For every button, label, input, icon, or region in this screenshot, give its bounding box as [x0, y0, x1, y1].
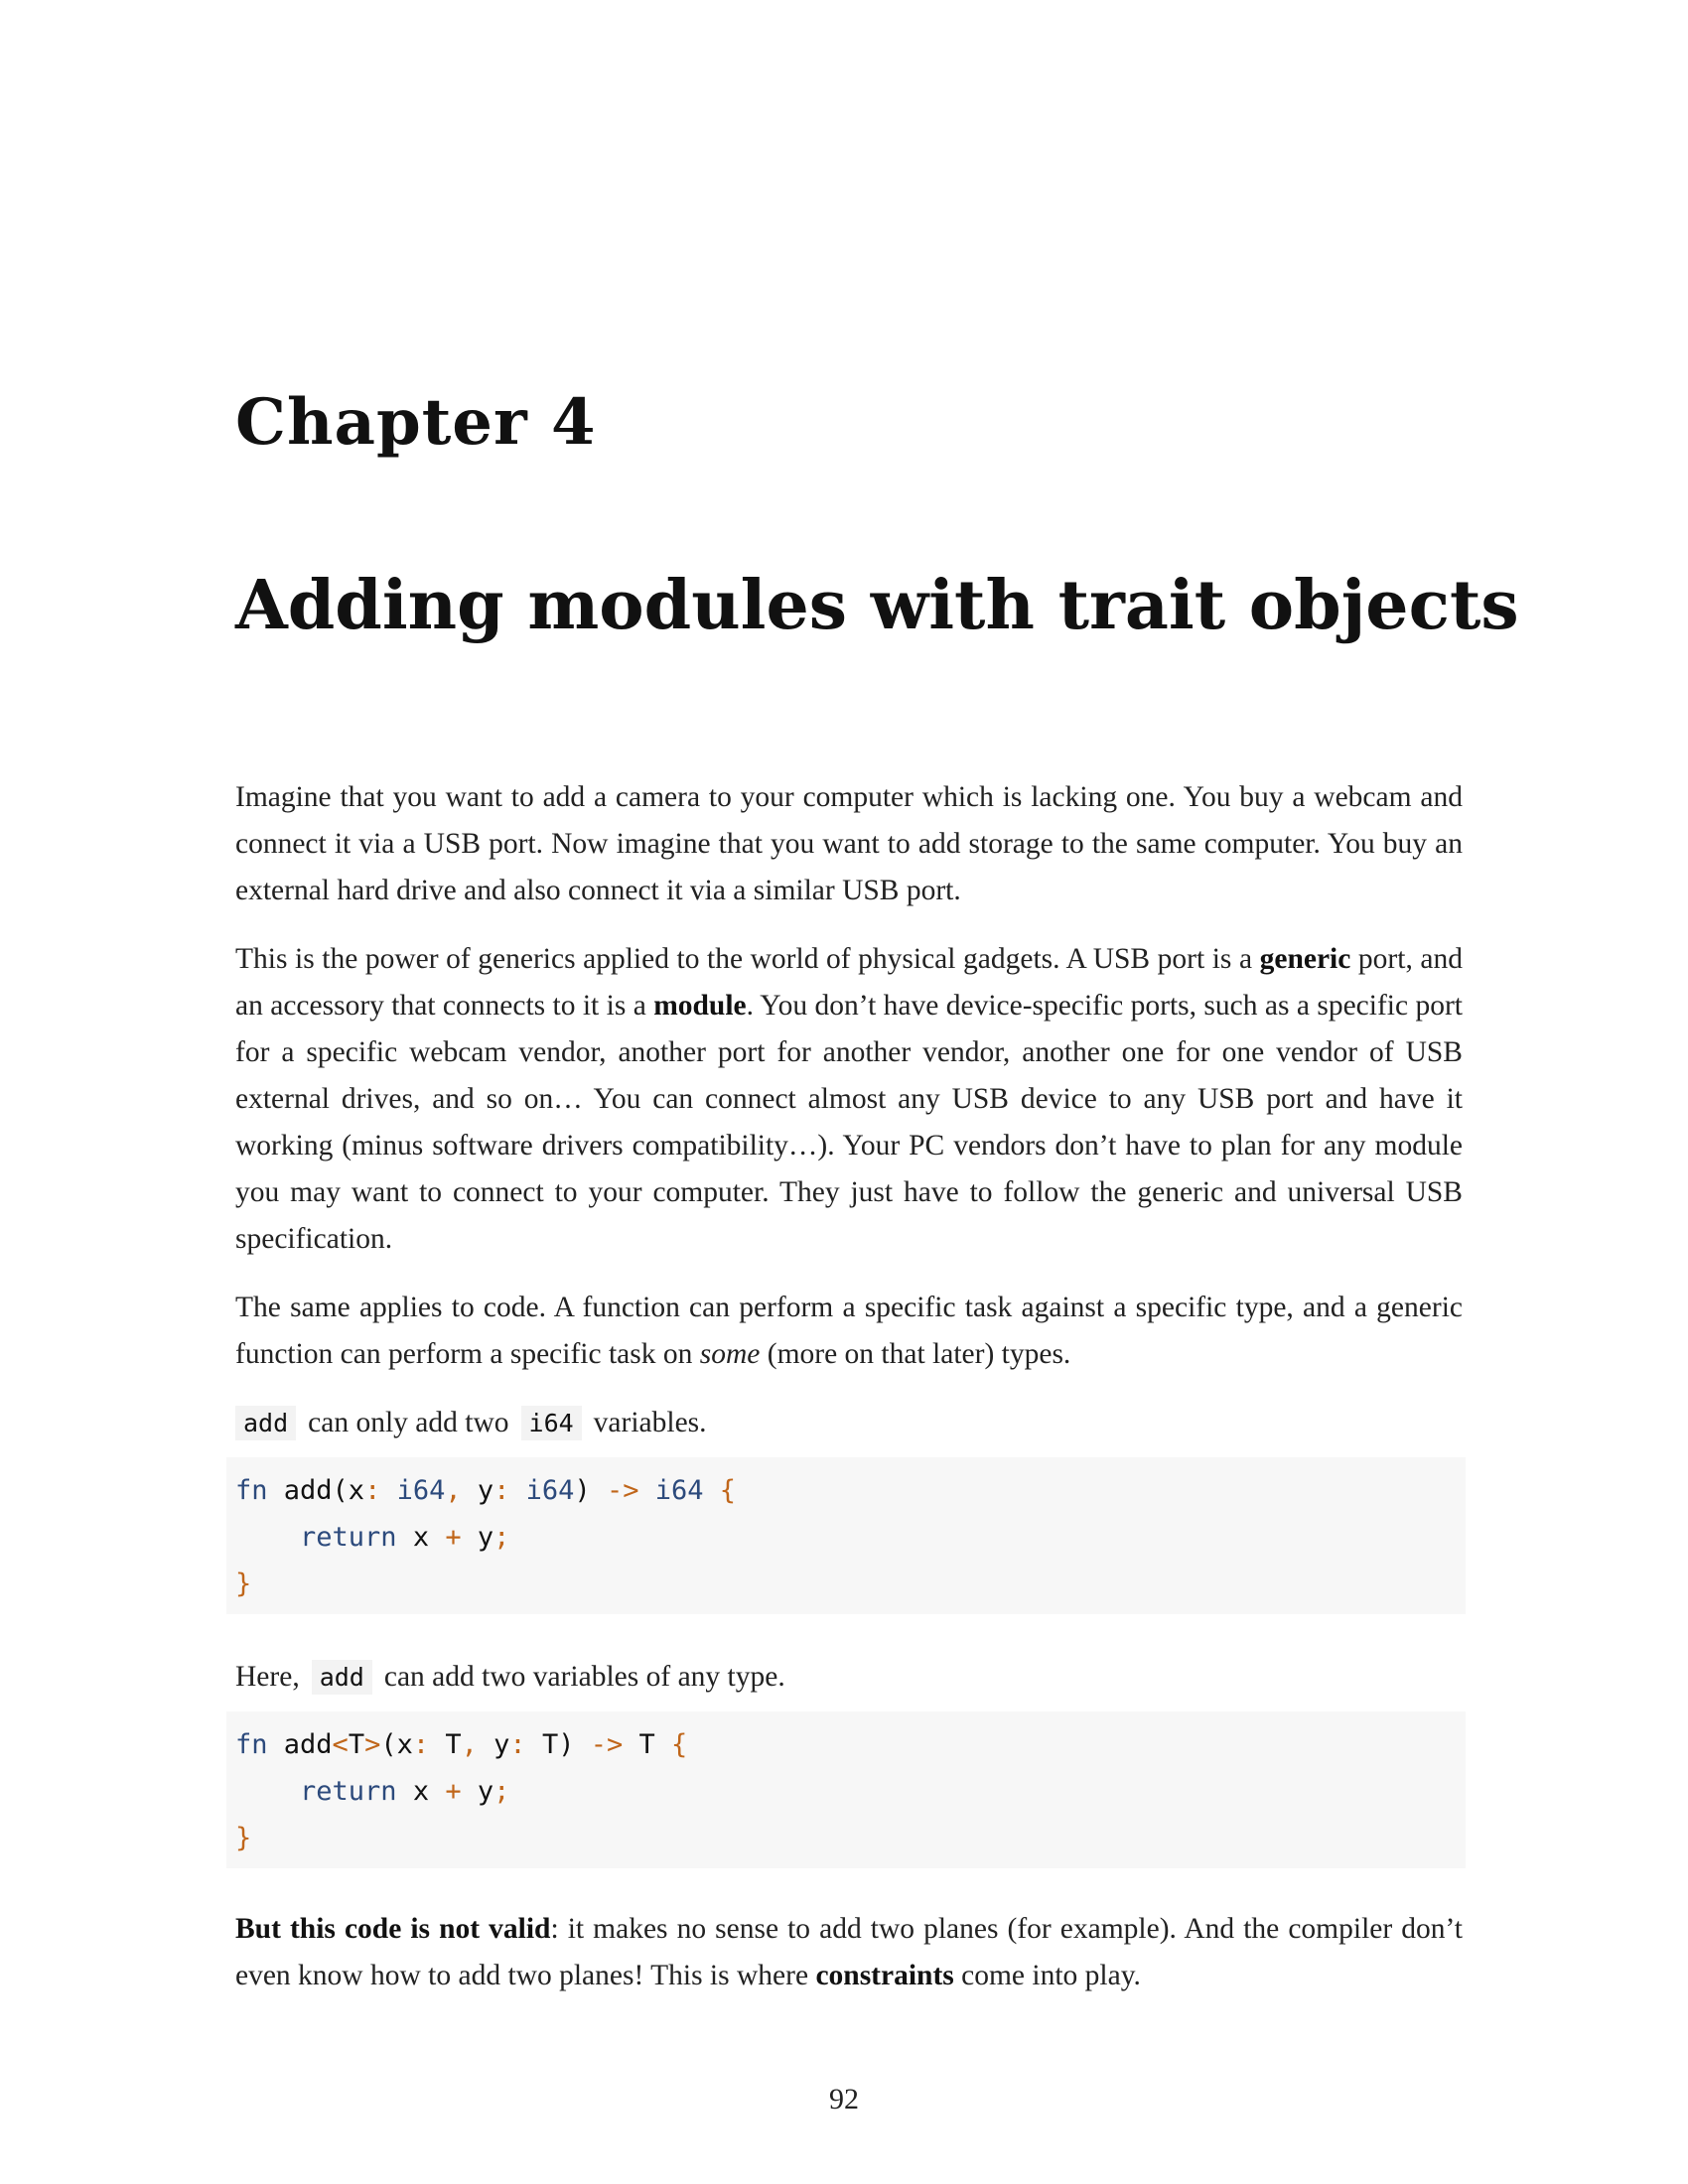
inline-code-add: add — [235, 1406, 296, 1440]
code-token: add — [267, 1729, 333, 1760]
text-run: (more on that later) types. — [760, 1338, 1071, 1370]
code-token: i64 — [380, 1475, 446, 1506]
code-token: } — [235, 1569, 252, 1599]
code-line — [235, 1815, 1466, 1861]
code-token: + — [445, 1522, 462, 1553]
code-token: y — [461, 1475, 494, 1506]
inline-code-i64: i64 — [521, 1406, 582, 1440]
text-run: can add two variables of any type. — [383, 1661, 785, 1693]
paragraph-code-analogy — [235, 1285, 1463, 1378]
code-token: T — [348, 1729, 365, 1760]
code-token: T) — [525, 1729, 591, 1760]
code-token: , — [445, 1475, 462, 1506]
chapter-title: Adding modules with trait objects — [235, 566, 1519, 645]
text-run: variables. — [593, 1407, 707, 1438]
page-number: 92 — [829, 2083, 859, 2116]
code-token: y — [477, 1729, 510, 1760]
code-token: return — [235, 1522, 397, 1553]
paragraph-add-i64 — [235, 1400, 1463, 1446]
code-token: i64 — [638, 1475, 704, 1506]
bold-term-module: module — [653, 990, 747, 1022]
code-token: : — [364, 1475, 381, 1506]
paragraph-intro: Imagine that you want to add a camera to your computer which is lacking one. You buy a webcam and connect it via a USB port. Now imagine that you want to add storage to the same computer. You buy an external hard drive and also connect it via a similar USB port. — [235, 781, 1463, 906]
code-token: < — [332, 1729, 349, 1760]
bold-term-not-valid: But this code is not valid — [235, 1913, 551, 1945]
paragraph-constraints — [235, 1906, 1463, 1999]
code-token: fn — [235, 1729, 268, 1760]
text-run: come into play. — [953, 1960, 1141, 1991]
code-token: -> — [606, 1475, 639, 1506]
bold-term-generic: generic — [1259, 943, 1351, 975]
code-line — [235, 1721, 1466, 1768]
code-token: x — [348, 1475, 365, 1506]
code-block-add-generic — [226, 1711, 1466, 1868]
text-run: . You don’t have device-specific ports, such as a specific port for a specific webcam vendor, another port for another vendor, another one for one vendor of USB external drives, and so on… You can connect almost any USB device to any USB port and have it working (minus software drivers compatibility…). Your PC vendors don’t have to plan for any module you may want to connect to your computer. They just have to follow the generic and universal USB specification. — [235, 990, 1463, 1255]
code-token: T — [429, 1729, 462, 1760]
code-line — [235, 1467, 1466, 1514]
code-token: + — [445, 1776, 462, 1807]
bold-term-constraints: constraints — [815, 1960, 954, 1991]
code-token: ; — [493, 1776, 510, 1807]
code-line — [235, 1514, 1466, 1561]
code-line — [235, 1768, 1466, 1815]
code-token: fn — [235, 1475, 268, 1506]
code-token: x — [396, 1776, 446, 1807]
code-token: { — [654, 1729, 688, 1760]
code-token: > — [364, 1729, 381, 1760]
code-block-add-i64 — [226, 1457, 1466, 1614]
italic-term-some: some — [699, 1338, 761, 1370]
text-run: Here, — [235, 1661, 300, 1693]
code-token: { — [703, 1475, 737, 1506]
chapter-label: Chapter 4 — [235, 385, 597, 460]
text-run: This is the power of generics applied to the world of physical gadgets. A USB port is a — [235, 943, 1260, 975]
code-token: } — [235, 1823, 252, 1853]
code-token: ) — [574, 1475, 607, 1506]
code-token: add( — [267, 1475, 349, 1506]
code-line — [235, 1561, 1466, 1607]
inline-code-add: add — [312, 1660, 372, 1695]
paragraph-generics-usb — [235, 936, 1463, 1263]
code-token: : — [509, 1729, 526, 1760]
code-token: x — [396, 1522, 446, 1553]
code-token: (x — [380, 1729, 413, 1760]
code-token: : — [412, 1729, 430, 1760]
code-token: -> — [590, 1729, 624, 1760]
code-token: : — [493, 1475, 510, 1506]
text-run: The same applies to code. A function can perform a specific task against a specific type, and a generic function can perform a specific task on — [235, 1292, 1463, 1370]
code-token: y — [461, 1522, 494, 1553]
text-run: can only add two — [308, 1407, 509, 1438]
code-token: return — [235, 1776, 397, 1807]
text-run: : it makes no sense to add two planes (for example). And the compiler don’t even know how to add two planes! This is where — [235, 1913, 1463, 1991]
text-run: port, and an accessory that connects to it is a — [235, 943, 1463, 1022]
code-token: ; — [493, 1522, 510, 1553]
code-token: , — [461, 1729, 478, 1760]
code-token: i64 — [509, 1475, 575, 1506]
code-token: y — [461, 1776, 494, 1807]
code-token: T — [623, 1729, 655, 1760]
paragraph-add-generic — [235, 1654, 1463, 1701]
